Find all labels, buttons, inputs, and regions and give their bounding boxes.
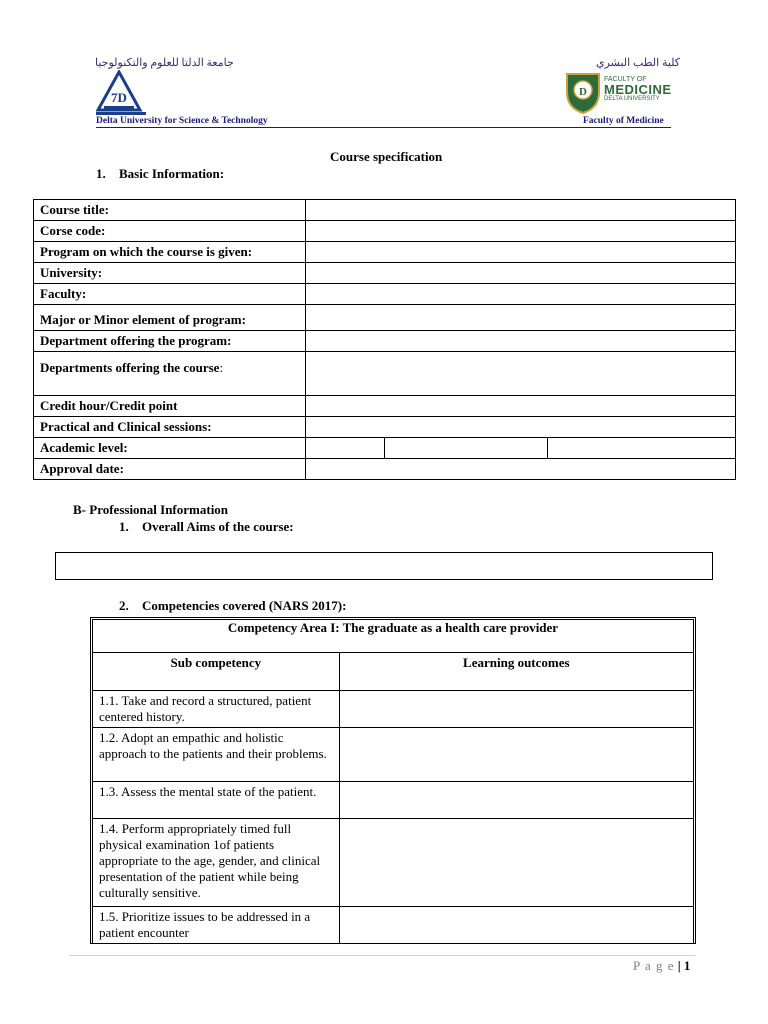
- table-row: [34, 331, 736, 352]
- table-row: [93, 653, 694, 691]
- value-cell[interactable]: [305, 438, 384, 459]
- competencies-heading: [119, 598, 346, 614]
- table-row: [93, 691, 694, 728]
- faculty-shield-logo: [564, 70, 602, 114]
- row-label: Approval date:: [34, 459, 306, 480]
- section-basic-title: Basic Information:: [119, 166, 225, 181]
- table-row: [34, 417, 736, 438]
- row-label: Major or Minor element of program:: [34, 305, 306, 331]
- value-cell[interactable]: [305, 242, 735, 263]
- competency-table: [92, 619, 694, 944]
- faculty-logo-text: [604, 76, 672, 102]
- university-english-name: Delta University for Science & Technology: [96, 116, 268, 126]
- university-arabic-name: جامعة الدلتا للعلوم والتكنولوجيا: [95, 57, 234, 69]
- column-header-sub-competency: Sub competency: [93, 653, 340, 691]
- competencies-title: Competencies covered (NARS 2017):: [142, 598, 347, 613]
- value-cell[interactable]: [305, 221, 735, 242]
- aims-number: 1.: [119, 519, 129, 534]
- table-row: [34, 221, 736, 242]
- faculty-logo-line-1: FACULTY OF: [604, 76, 647, 83]
- delta-university-logo: [96, 70, 142, 114]
- table-row: [93, 907, 694, 944]
- competency-area-title: Competency Area I: The graduate as a health care provider: [93, 620, 694, 653]
- table-row: [34, 396, 736, 417]
- table-row: [34, 200, 736, 221]
- faculty-arabic-name: كلية الطب البشري: [596, 57, 681, 69]
- svg-text:7D: 7D: [111, 90, 127, 105]
- page-number-footer: [633, 958, 690, 974]
- row-label-text: Departments offering the course: [40, 360, 220, 375]
- section-basic-heading: [96, 166, 224, 182]
- table-row: [34, 263, 736, 284]
- aims-text-box[interactable]: [55, 552, 713, 580]
- header-rule: [96, 127, 671, 128]
- learning-outcome-cell[interactable]: [339, 782, 693, 819]
- row-label: Academic level:: [34, 438, 306, 459]
- table-row: [34, 284, 736, 305]
- university-logo-caption: [96, 112, 146, 115]
- value-cell[interactable]: [548, 438, 736, 459]
- row-label: Department offering the program:: [34, 331, 306, 352]
- svg-text:D: D: [579, 86, 587, 98]
- table-row: [34, 438, 736, 459]
- row-label: Program on which the course is given:: [34, 242, 306, 263]
- competencies-number: 2.: [119, 598, 129, 613]
- sub-competency-cell: 1.4. Perform appropriately timed full physical examination 1of patients appropriate to the age, gender, and clinical presentation of the patient while being culturally sensitive.: [93, 819, 340, 907]
- page-number: 1: [683, 958, 691, 973]
- learning-outcome-cell[interactable]: [339, 691, 693, 728]
- value-cell[interactable]: [305, 305, 735, 331]
- value-cell[interactable]: [384, 438, 548, 459]
- value-cell[interactable]: [305, 284, 735, 305]
- section-b-heading: B- Professional Information: [73, 502, 229, 517]
- basic-information-table: [33, 199, 736, 480]
- value-cell[interactable]: [305, 396, 735, 417]
- learning-outcome-cell[interactable]: [339, 819, 693, 907]
- value-cell[interactable]: [305, 417, 735, 438]
- row-label: Credit hour/Credit point: [34, 396, 306, 417]
- table-row: [34, 242, 736, 263]
- column-header-learning-outcomes: Learning outcomes: [339, 653, 693, 691]
- table-row: [34, 305, 736, 331]
- document-title: Course specification: [330, 149, 443, 164]
- sub-competency-cell: 1.1. Take and record a structured, patient centered history.: [93, 691, 340, 728]
- aims-heading: [119, 519, 294, 535]
- row-label: Faculty:: [34, 284, 306, 305]
- aims-title: Overall Aims of the course:: [142, 519, 294, 534]
- row-label-suffix: :: [219, 360, 224, 375]
- faculty-english-name: Faculty of Medicine: [583, 116, 664, 126]
- table-row: [93, 620, 694, 653]
- table-row: [34, 352, 736, 396]
- row-label: Practical and Clinical sessions:: [34, 417, 306, 438]
- value-cell[interactable]: [305, 200, 735, 221]
- table-row: [93, 728, 694, 782]
- faculty-logo-line-3: DELTA UNIVERSITY: [604, 96, 660, 102]
- value-cell[interactable]: [305, 331, 735, 352]
- sub-competency-cell: 1.2. Adopt an empathic and holistic approach to the patients and their problems.: [93, 728, 340, 782]
- table-row: [34, 459, 736, 480]
- value-cell[interactable]: [305, 263, 735, 284]
- row-label: [34, 352, 306, 396]
- page-separator: |: [677, 958, 681, 973]
- row-label: Corse code:: [34, 221, 306, 242]
- table-row: [93, 782, 694, 819]
- learning-outcome-cell[interactable]: [339, 728, 693, 782]
- row-label: University:: [34, 263, 306, 284]
- page-label: P a g e: [633, 958, 675, 973]
- sub-competency-cell: 1.5. Prioritize issues to be addressed in a patient encounter: [93, 907, 340, 944]
- footer-rule: [70, 955, 695, 956]
- sub-competency-cell: 1.3. Assess the mental state of the patient.: [93, 782, 340, 819]
- row-label: Course title:: [34, 200, 306, 221]
- value-cell[interactable]: [305, 459, 735, 480]
- value-cell[interactable]: [305, 352, 735, 396]
- faculty-logo-line-2: MEDICINE: [604, 82, 672, 97]
- learning-outcome-cell[interactable]: [339, 907, 693, 944]
- table-row: [93, 819, 694, 907]
- section-basic-number: 1.: [96, 166, 106, 181]
